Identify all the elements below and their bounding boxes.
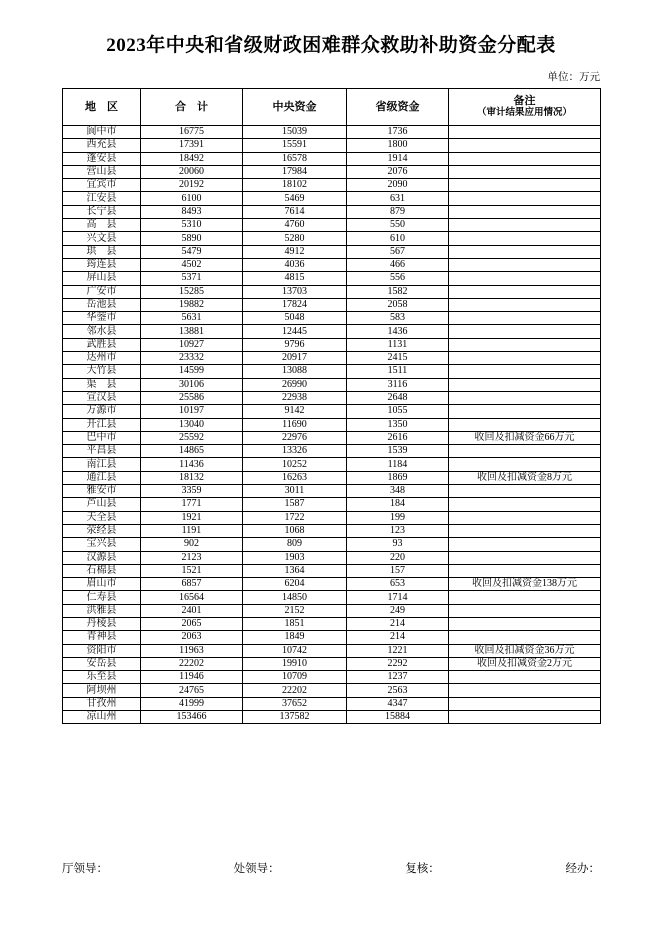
total-cell: 2065 xyxy=(141,617,243,630)
central-fund-cell: 809 xyxy=(243,538,347,551)
region-cell: 甘孜州 xyxy=(63,697,141,710)
region-cell: 仁寿县 xyxy=(63,591,141,604)
remark-cell xyxy=(449,365,601,378)
region-cell: 岳池县 xyxy=(63,298,141,311)
total-cell: 2123 xyxy=(141,551,243,564)
central-fund-cell: 1364 xyxy=(243,564,347,577)
region-cell: 平昌县 xyxy=(63,445,141,458)
remark-cell: 收回及扣减资金2万元 xyxy=(449,657,601,670)
table-row xyxy=(63,684,601,697)
central-fund-cell: 2152 xyxy=(243,604,347,617)
table-row xyxy=(63,152,601,165)
provincial-fund-cell: 631 xyxy=(347,192,449,205)
provincial-fund-cell: 879 xyxy=(347,205,449,218)
remark-cell xyxy=(449,445,601,458)
remark-cell xyxy=(449,219,601,232)
total-cell: 10927 xyxy=(141,338,243,351)
signature-row xyxy=(62,860,600,876)
table-row xyxy=(63,538,601,551)
central-fund-cell: 22938 xyxy=(243,391,347,404)
central-fund-cell: 10742 xyxy=(243,644,347,657)
total-cell: 5479 xyxy=(141,245,243,258)
total-cell: 17391 xyxy=(141,139,243,152)
region-cell: 江安县 xyxy=(63,192,141,205)
provincial-fund-cell: 1914 xyxy=(347,152,449,165)
remark-cell xyxy=(449,312,601,325)
central-fund-cell: 13326 xyxy=(243,445,347,458)
table-row xyxy=(63,312,601,325)
region-cell: 邻水县 xyxy=(63,325,141,338)
provincial-fund-cell: 214 xyxy=(347,631,449,644)
table-row xyxy=(63,205,601,218)
total-cell: 22202 xyxy=(141,657,243,670)
total-cell: 3359 xyxy=(141,485,243,498)
table-row xyxy=(63,285,601,298)
table-row xyxy=(63,485,601,498)
table-row xyxy=(63,657,601,670)
remark-cell xyxy=(449,524,601,537)
provincial-fund-cell: 653 xyxy=(347,578,449,591)
provincial-fund-cell: 1869 xyxy=(347,471,449,484)
header-remark xyxy=(449,89,601,126)
total-cell: 25586 xyxy=(141,391,243,404)
region-cell: 武胜县 xyxy=(63,338,141,351)
table-row xyxy=(63,498,601,511)
signature-handler: 经办： xyxy=(565,863,600,875)
total-cell: 5371 xyxy=(141,272,243,285)
table-row xyxy=(63,405,601,418)
header-remark-line1: 备注 xyxy=(513,95,536,107)
region-cell: 阆中市 xyxy=(63,126,141,139)
table-row xyxy=(63,139,601,152)
region-cell: 芦山县 xyxy=(63,498,141,511)
remark-cell xyxy=(449,405,601,418)
table-row xyxy=(63,578,601,591)
central-fund-cell: 10709 xyxy=(243,671,347,684)
region-cell: 筠连县 xyxy=(63,258,141,271)
total-cell: 24765 xyxy=(141,684,243,697)
region-cell: 营山县 xyxy=(63,165,141,178)
total-cell: 153466 xyxy=(141,711,243,724)
provincial-fund-cell: 2292 xyxy=(347,657,449,670)
provincial-fund-cell: 15884 xyxy=(347,711,449,724)
central-fund-cell: 9142 xyxy=(243,405,347,418)
signature-dept-leader: 厅领导： xyxy=(62,863,108,875)
region-cell: 南江县 xyxy=(63,458,141,471)
region-cell: 达州市 xyxy=(63,352,141,365)
central-fund-cell: 20917 xyxy=(243,352,347,365)
region-cell: 青神县 xyxy=(63,631,141,644)
central-fund-cell: 18102 xyxy=(243,179,347,192)
table-row xyxy=(63,352,601,365)
remark-cell xyxy=(449,179,601,192)
table-row xyxy=(63,644,601,657)
table-row xyxy=(63,192,601,205)
total-cell: 1771 xyxy=(141,498,243,511)
table-row xyxy=(63,219,601,232)
region-cell: 阿坝州 xyxy=(63,684,141,697)
remark-cell xyxy=(449,139,601,152)
remark-cell xyxy=(449,538,601,551)
remark-cell xyxy=(449,551,601,564)
central-fund-cell: 16578 xyxy=(243,152,347,165)
table-row xyxy=(63,165,601,178)
total-cell: 18132 xyxy=(141,471,243,484)
page-title: 2023年中央和省级财政困难群众救助补助资金分配表 xyxy=(106,35,556,56)
provincial-fund-cell: 214 xyxy=(347,617,449,630)
remark-cell xyxy=(449,378,601,391)
total-cell: 41999 xyxy=(141,697,243,710)
remark-cell xyxy=(449,418,601,431)
central-fund-cell: 1903 xyxy=(243,551,347,564)
region-cell: 珙 县 xyxy=(63,245,141,258)
provincial-fund-cell: 2616 xyxy=(347,431,449,444)
remark-cell xyxy=(449,232,601,245)
provincial-fund-cell: 1511 xyxy=(347,365,449,378)
region-cell: 西充县 xyxy=(63,139,141,152)
remark-cell xyxy=(449,258,601,271)
central-fund-cell: 7614 xyxy=(243,205,347,218)
central-fund-cell: 12445 xyxy=(243,325,347,338)
region-cell: 乐至县 xyxy=(63,671,141,684)
provincial-fund-cell: 1436 xyxy=(347,325,449,338)
remark-cell xyxy=(449,352,601,365)
remark-cell xyxy=(449,192,601,205)
remark-cell xyxy=(449,671,601,684)
remark-cell xyxy=(449,511,601,524)
remark-cell xyxy=(449,604,601,617)
table-row xyxy=(63,179,601,192)
total-cell: 11436 xyxy=(141,458,243,471)
header-provincial-fund: 省级资金 xyxy=(347,89,449,126)
region-cell: 渠 县 xyxy=(63,378,141,391)
remark-cell xyxy=(449,391,601,404)
total-cell: 5631 xyxy=(141,312,243,325)
region-cell: 资阳市 xyxy=(63,644,141,657)
unit-note: 单位：万元 xyxy=(547,72,600,83)
central-fund-cell: 1722 xyxy=(243,511,347,524)
total-cell: 25592 xyxy=(141,431,243,444)
total-cell: 902 xyxy=(141,538,243,551)
remark-cell xyxy=(449,338,601,351)
region-cell: 通江县 xyxy=(63,471,141,484)
central-fund-cell: 4912 xyxy=(243,245,347,258)
central-fund-cell: 19910 xyxy=(243,657,347,670)
remark-cell xyxy=(449,485,601,498)
allocation-table xyxy=(62,88,601,724)
central-fund-cell: 5469 xyxy=(243,192,347,205)
central-fund-cell: 13088 xyxy=(243,365,347,378)
total-cell: 15285 xyxy=(141,285,243,298)
total-cell: 14599 xyxy=(141,365,243,378)
provincial-fund-cell: 249 xyxy=(347,604,449,617)
total-cell: 19882 xyxy=(141,298,243,311)
signature-division-leader: 处领导： xyxy=(233,863,280,875)
remark-cell xyxy=(449,591,601,604)
provincial-fund-cell: 2648 xyxy=(347,391,449,404)
total-cell: 1191 xyxy=(141,524,243,537)
table-row xyxy=(63,551,601,564)
table-row xyxy=(63,245,601,258)
provincial-fund-cell: 1055 xyxy=(347,405,449,418)
region-cell: 洪雅县 xyxy=(63,604,141,617)
central-fund-cell: 26990 xyxy=(243,378,347,391)
total-cell: 5310 xyxy=(141,219,243,232)
central-fund-cell: 3011 xyxy=(243,485,347,498)
region-cell: 雅安市 xyxy=(63,485,141,498)
total-cell: 10197 xyxy=(141,405,243,418)
region-cell: 华蓥市 xyxy=(63,312,141,325)
total-cell: 2401 xyxy=(141,604,243,617)
header-total: 合 计 xyxy=(141,89,243,126)
total-cell: 16564 xyxy=(141,591,243,604)
central-fund-cell: 4036 xyxy=(243,258,347,271)
table-row xyxy=(63,458,601,471)
remark-cell xyxy=(449,617,601,630)
provincial-fund-cell: 1582 xyxy=(347,285,449,298)
table-row xyxy=(63,391,601,404)
provincial-fund-cell: 1237 xyxy=(347,671,449,684)
region-cell: 蓬安县 xyxy=(63,152,141,165)
region-cell: 兴文县 xyxy=(63,232,141,245)
provincial-fund-cell: 220 xyxy=(347,551,449,564)
region-cell: 丹棱县 xyxy=(63,617,141,630)
region-cell: 广安市 xyxy=(63,285,141,298)
region-cell: 宜宾市 xyxy=(63,179,141,192)
central-fund-cell: 9796 xyxy=(243,338,347,351)
region-cell: 大竹县 xyxy=(63,365,141,378)
table-header xyxy=(63,89,601,126)
region-cell: 眉山市 xyxy=(63,578,141,591)
provincial-fund-cell: 2076 xyxy=(347,165,449,178)
central-fund-cell: 1849 xyxy=(243,631,347,644)
table-row xyxy=(63,325,601,338)
header-remark-line2: （审计结果应用情况） xyxy=(476,108,572,118)
remark-cell xyxy=(449,205,601,218)
central-fund-cell: 6204 xyxy=(243,578,347,591)
table-row xyxy=(63,711,601,724)
table-row xyxy=(63,511,601,524)
total-cell: 2063 xyxy=(141,631,243,644)
central-fund-cell: 1851 xyxy=(243,617,347,630)
table-row xyxy=(63,564,601,577)
remark-cell xyxy=(449,272,601,285)
central-fund-cell: 13703 xyxy=(243,285,347,298)
region-cell: 屏山县 xyxy=(63,272,141,285)
region-cell: 巴中市 xyxy=(63,431,141,444)
table-row xyxy=(63,298,601,311)
remark-cell xyxy=(449,152,601,165)
region-cell: 石棉县 xyxy=(63,564,141,577)
provincial-fund-cell: 1539 xyxy=(347,445,449,458)
table-row xyxy=(63,338,601,351)
central-fund-cell: 5280 xyxy=(243,232,347,245)
region-cell: 长宁县 xyxy=(63,205,141,218)
central-fund-cell: 15039 xyxy=(243,126,347,139)
remark-cell xyxy=(449,325,601,338)
region-cell: 宝兴县 xyxy=(63,538,141,551)
provincial-fund-cell: 1736 xyxy=(347,126,449,139)
table-body xyxy=(63,126,601,724)
total-cell: 6100 xyxy=(141,192,243,205)
central-fund-cell: 4760 xyxy=(243,219,347,232)
central-fund-cell: 16263 xyxy=(243,471,347,484)
table-row xyxy=(63,524,601,537)
table-row xyxy=(63,126,601,139)
provincial-fund-cell: 2090 xyxy=(347,179,449,192)
table-row xyxy=(63,258,601,271)
table-row xyxy=(63,418,601,431)
remark-cell xyxy=(449,245,601,258)
remark-cell xyxy=(449,458,601,471)
table-row xyxy=(63,445,601,458)
total-cell: 4502 xyxy=(141,258,243,271)
region-cell: 万源市 xyxy=(63,405,141,418)
table-row xyxy=(63,272,601,285)
remark-cell: 收回及扣减资金66万元 xyxy=(449,431,601,444)
table-row xyxy=(63,431,601,444)
central-fund-cell: 22976 xyxy=(243,431,347,444)
region-cell: 宣汉县 xyxy=(63,391,141,404)
total-cell: 5890 xyxy=(141,232,243,245)
remark-cell xyxy=(449,711,601,724)
table-row xyxy=(63,617,601,630)
remark-cell xyxy=(449,285,601,298)
provincial-fund-cell: 610 xyxy=(347,232,449,245)
table-row xyxy=(63,604,601,617)
table-row xyxy=(63,232,601,245)
central-fund-cell: 10252 xyxy=(243,458,347,471)
table-row xyxy=(63,378,601,391)
provincial-fund-cell: 157 xyxy=(347,564,449,577)
provincial-fund-cell: 2415 xyxy=(347,352,449,365)
remark-cell: 收回及扣减资金36万元 xyxy=(449,644,601,657)
header-region: 地 区 xyxy=(63,89,141,126)
table-row xyxy=(63,471,601,484)
remark-cell xyxy=(449,631,601,644)
provincial-fund-cell: 2563 xyxy=(347,684,449,697)
table-row xyxy=(63,671,601,684)
region-cell: 开江县 xyxy=(63,418,141,431)
provincial-fund-cell: 184 xyxy=(347,498,449,511)
central-fund-cell: 1587 xyxy=(243,498,347,511)
central-fund-cell: 15591 xyxy=(243,139,347,152)
table-row xyxy=(63,697,601,710)
total-cell: 6857 xyxy=(141,578,243,591)
provincial-fund-cell: 550 xyxy=(347,219,449,232)
provincial-fund-cell: 1184 xyxy=(347,458,449,471)
total-cell: 13881 xyxy=(141,325,243,338)
remark-cell xyxy=(449,298,601,311)
central-fund-cell: 11690 xyxy=(243,418,347,431)
provincial-fund-cell: 4347 xyxy=(347,697,449,710)
remark-cell xyxy=(449,126,601,139)
total-cell: 13040 xyxy=(141,418,243,431)
provincial-fund-cell: 567 xyxy=(347,245,449,258)
total-cell: 11963 xyxy=(141,644,243,657)
total-cell: 16775 xyxy=(141,126,243,139)
provincial-fund-cell: 348 xyxy=(347,485,449,498)
provincial-fund-cell: 466 xyxy=(347,258,449,271)
table-row xyxy=(63,591,601,604)
table-row xyxy=(63,365,601,378)
remark-cell xyxy=(449,697,601,710)
provincial-fund-cell: 1350 xyxy=(347,418,449,431)
central-fund-cell: 137582 xyxy=(243,711,347,724)
central-fund-cell: 14850 xyxy=(243,591,347,604)
remark-cell xyxy=(449,165,601,178)
provincial-fund-cell: 1221 xyxy=(347,644,449,657)
central-fund-cell: 17984 xyxy=(243,165,347,178)
provincial-fund-cell: 3116 xyxy=(347,378,449,391)
central-fund-cell: 4815 xyxy=(243,272,347,285)
header-central-fund: 中央资金 xyxy=(243,89,347,126)
provincial-fund-cell: 1131 xyxy=(347,338,449,351)
region-cell: 安岳县 xyxy=(63,657,141,670)
provincial-fund-cell: 556 xyxy=(347,272,449,285)
remark-cell xyxy=(449,498,601,511)
provincial-fund-cell: 93 xyxy=(347,538,449,551)
remark-cell xyxy=(449,684,601,697)
provincial-fund-cell: 199 xyxy=(347,511,449,524)
central-fund-cell: 22202 xyxy=(243,684,347,697)
provincial-fund-cell: 583 xyxy=(347,312,449,325)
remark-cell xyxy=(449,564,601,577)
central-fund-cell: 37652 xyxy=(243,697,347,710)
signature-reviewer: 复核： xyxy=(405,863,440,875)
header-row xyxy=(63,89,601,126)
central-fund-cell: 1068 xyxy=(243,524,347,537)
total-cell: 1521 xyxy=(141,564,243,577)
provincial-fund-cell: 1800 xyxy=(347,139,449,152)
total-cell: 1921 xyxy=(141,511,243,524)
central-fund-cell: 17824 xyxy=(243,298,347,311)
region-cell: 汉源县 xyxy=(63,551,141,564)
total-cell: 20060 xyxy=(141,165,243,178)
central-fund-cell: 5048 xyxy=(243,312,347,325)
provincial-fund-cell: 123 xyxy=(347,524,449,537)
total-cell: 30106 xyxy=(141,378,243,391)
region-cell: 凉山州 xyxy=(63,711,141,724)
total-cell: 8493 xyxy=(141,205,243,218)
total-cell: 20192 xyxy=(141,179,243,192)
total-cell: 14865 xyxy=(141,445,243,458)
provincial-fund-cell: 2058 xyxy=(347,298,449,311)
provincial-fund-cell: 1714 xyxy=(347,591,449,604)
remark-cell: 收回及扣减资金8万元 xyxy=(449,471,601,484)
table-row xyxy=(63,631,601,644)
region-cell: 高 县 xyxy=(63,219,141,232)
remark-cell: 收回及扣减资金138万元 xyxy=(449,578,601,591)
region-cell: 荥经县 xyxy=(63,524,141,537)
total-cell: 11946 xyxy=(141,671,243,684)
region-cell: 天全县 xyxy=(63,511,141,524)
total-cell: 23332 xyxy=(141,352,243,365)
total-cell: 18492 xyxy=(141,152,243,165)
